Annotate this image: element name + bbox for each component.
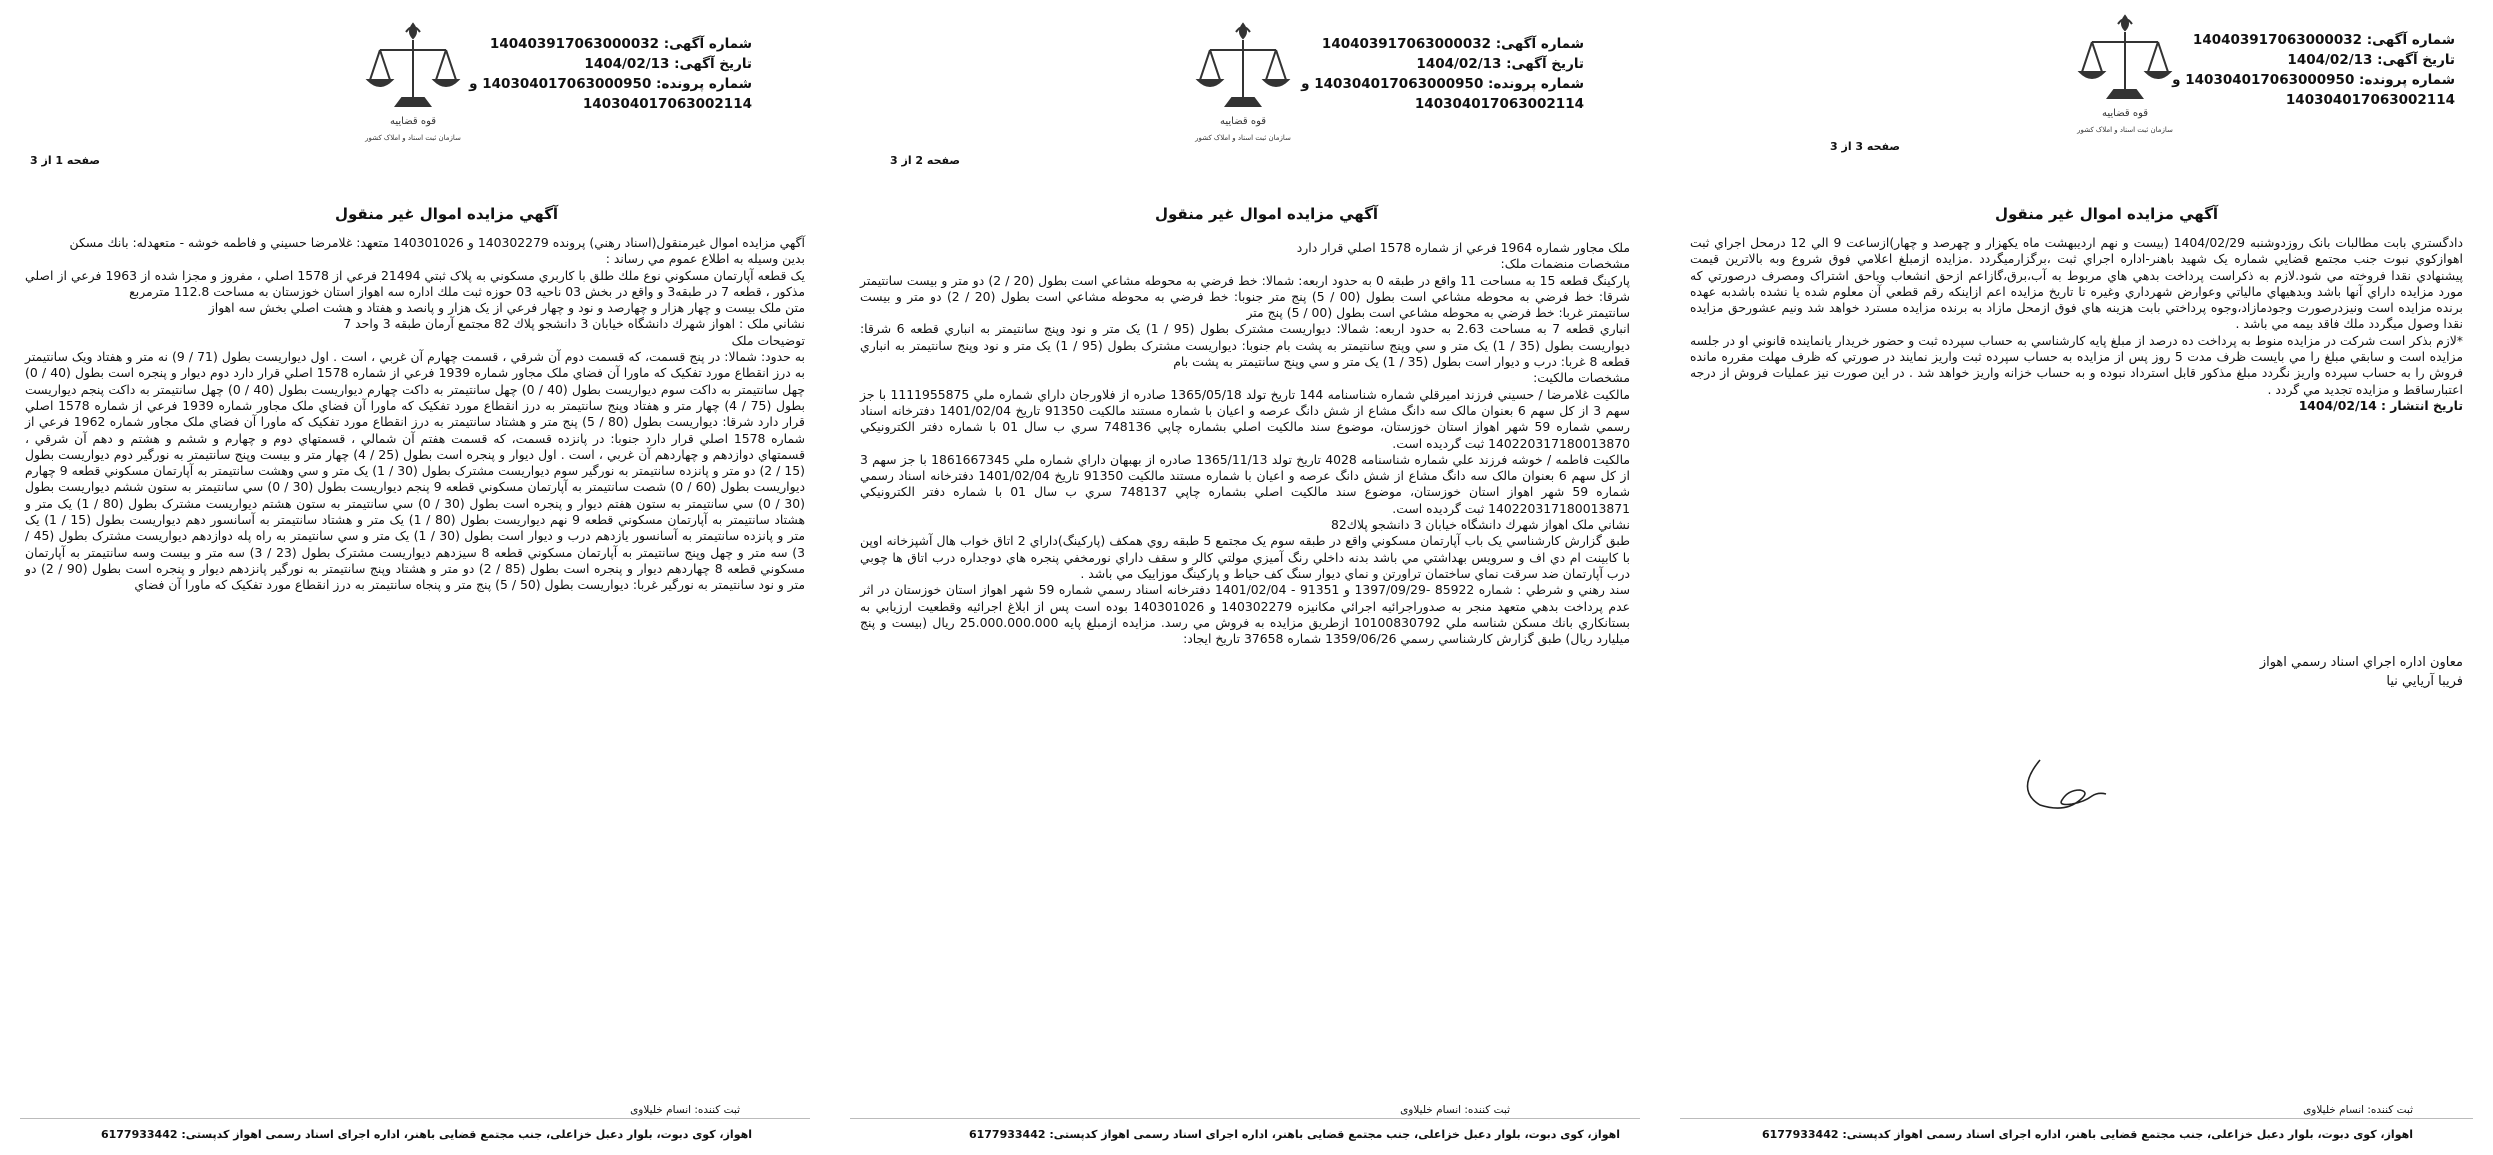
case-number-2: 140304017063002114 (582, 96, 752, 112)
paragraph: توضيحات ملک (731, 332, 805, 348)
page-label: صفحه 1 از 3 (30, 154, 101, 167)
ad-title: آگهي مزايده اموال غير منقول (1155, 205, 1379, 223)
ad-title: آگهي مزايده اموال غير منقول (1995, 205, 2219, 223)
case-number-2: 140304017063002114 (2285, 92, 2455, 108)
case-number: شماره پرونده: 140304017063000950 و (2172, 72, 2455, 88)
paragraph: مالكيت فاطمه / خوشه فرزند علي شماره شناسنامه 4028 تاريخ تولد 1365/11/13 صادره از بهبهان داراي شماره ملي 1861667345 با جز سهم 3 از كل سهم 6 بعنوان مالک سه دانگ مشاع از شش دانگ عرصه و اعيان با شماره مستند مالكيت 91350 تاريخ 1401/02/04 دفترخانه اسناد رسمي شماره 59 شهر اهواز استان خوزستان، موضوع سند مالكيت اصلي بشماره چاپي 748137 سري ب سال 01 با شماره دفتر الكترونيكي 140220317180013871 ثبت گرديده است. (860, 451, 1630, 516)
paragraph: انباري قطعه 7 به مساحت 2.63 به حدود اربعه: شمالا: ديواريست مشترک بطول (95 / 1) يک متر و نود وپنج سانتيمتر به انباري قطعه 6 شرقا: ديواريست بطول (35 / 1) يک متر و سي وپنج سانتيمتر به پشت بام جنوبا: ديواريست مشترک بطول (95 / 1) يک متر و نود وپنج سانتيمتر به انباري قطعه 8 غربا: درب و ديوار است بطول (35 / 1) يک متر و سي وپنج سانتيمتر به پشت بام (860, 321, 1630, 370)
ad-metadata (469, 34, 752, 114)
ad-body (860, 240, 1630, 647)
svg-text:سازمان ثبت اسناد و املاک کشور: سازمان ثبت اسناد و املاک کشور (1195, 134, 1291, 142)
case-number: شماره پرونده: 140304017063000950 و (469, 76, 752, 92)
ad-body (1690, 235, 2463, 414)
paragraph: طبق گزارش کارشناسي يک باب آپارتمان مسكوني واقع در طبقه سوم يک مجتمع 5 طبقه روي همكف (پاركينگ)داراي 2 اتاق خواب هال آشپزخانه اوپن با كابينت ام دي اف و سرويس بهداشتي مي باشد بدنه داخلي رنگ آميزي مولتي كالر و سقف داراي نورمخفي پنجره هاي دوجداره درب اتاق ها چوبي درب آپارتمان ضد سرقت نماي ساختمان تراورتن و نماي ديوار سنگ كف حياط و پاركينگ موزاييک مي باشد . (860, 533, 1630, 581)
ad-number: شماره آگهی: 140403917063000032 (1321, 36, 1584, 52)
signatory-name: فريبا آريايي نيا (2386, 674, 2463, 689)
ad-date: تاریخ آگهی: 1404/02/13 (2287, 52, 2455, 68)
judiciary-emblem-icon (1188, 14, 1298, 144)
signatory-block (2260, 653, 2463, 691)
ad-metadata (1301, 34, 1584, 114)
page-header (0, 0, 830, 205)
paragraph: بدين وسيله به اطلاع عموم مي رساند : (605, 251, 805, 267)
paragraph: ملک مجاور شماره 1964 فرعي از شماره 1578 اصلي قرار دارد (1296, 240, 1630, 255)
document-page-1 (0, 0, 830, 1155)
paragraph: آگهي مزايده اموال غيرمنقول(اسناد رهني) پرونده 140302279 و 140301026 متعهد: غلامرضا حسيني و فاطمه خوشه - متعهدله: بانك مسكن (69, 235, 805, 250)
page-header (830, 0, 1660, 205)
ad-number: شماره آگهی: 140403917063000032 (2192, 32, 2455, 48)
document-page-3 (1660, 0, 2493, 1155)
paragraph: به حدود: شمالا: در پنج قسمت، كه قسمت دوم آن شرقي ، قسمت چهارم آن غربي ، است . اول ديواريست بطول (71 / 9) نه متر و هفتاد ويک سانتيمتر به درز انقطاع مورد تفكيک كه ماورا آن فضاي ملک مجاور شماره 1939 فرعي از شماره 1578 اصلي قرار دارد دوم ديوار و پنجره است بطول (40 / 0) چهل سانتيمتر به داكت سوم ديواريست بطول (40 / 0) چهل سانتيمتر به داكت چهارم ديواريست بطول (40 / 0) چهل سانتيمتر به داكت پنجم ديواريست بطول (75 / 4) چهار متر و هفتاد وپنج سانتيمتر به درز انقطاع مورد تفكيک كه ماورا آن فضاي ملک مجاور شماره 1939 فرعي از شماره 1578 اصلي قرار دارد شرقا: ديواريست بطول (80 / 5) پنج متر و هشتاد سانتيمتر به درز انقطاع مورد تفكيک كه ماورا آن فضاي ملک مجاور شماره 1962 فرعي از شماره 1578 اصلي قرار دارد جنوبا: در پانزده قسمت، كه قسمت هفتم آن شمالي ، قسمتهاي دوم و چهارم و ششم و هشتم و دهم آن شرقي ، قسمتهاي دوازدهم و چهاردهم آن غربي ، است . اول ديوار و پنجره است بطول (25 / 4) چهار متر و بيست وپنج سانتيمتر به نورگير دوم ديواريست بطول (15 / 2) دو متر و پانزده سانتيمتر به نورگير سوم ديواريست مشترک بطول (30 / 1) يک متر و سي وهشت سانتيمتر به آپارتمان مسکوني قطعه 9 چهارم ديواريست بطول (60 / 0) شصت سانتيمتر به آپارتمان مسکوني قطعه 9 پنجم ديواريست بطول (30 / 0) سي سانتيمتر به ستون ششم ديواريست بطول (30 / 0) سي سانتيمتر به ستون هفتم ديوار و پنجره است بطول (30 / 0) سي سانتيمتر به ستون هشتم ديواريست مشترک بطول (80 / 1) يک متر و هشتاد سانتيمتر به آپارتمان مسکوني قطعه 9 نهم ديواريست بطول (80 / 1) يک متر و هشتاد سانتيمتر به آسانسور دهم ديواريست بطول (15 / 1) يک متر و پانزده سانتيمتر به آسانسور يازدهم درب و ديوار است بطول (30 / 1) يک متر و سي سانتيمتر به راه پله دوازدهم ديواريست مشترک بطول (45 / 3) سه متر و چهل وپنج سانتيمتر به آپارتمان مسکوني قطعه 8 سيزدهم ديواريست مشترک بطول (23 / 3) سه متر و بيست وسه سانتيمتر به آپارتمان مسکوني قطعه 8 چهاردهم ديوار و پنجره است بطول (85 / 2) دو متر و هشتاد وپنج سانتيمتر به نورگير پانزدهم ديوار و پنجره است بطول (90 / 2) دو متر و نود سانتيمتر به نورگير غربا: ديواريست بطول (50 / 5) پنج متر و پنجاه سانتيمتر به درز انقطاع مورد تفكيک كه ماورا آن فضاي (25, 349, 806, 593)
registered-by: ثبت کننده: انسام خلیلاوی (2303, 1104, 2413, 1116)
paragraph: دادگستري بابت مطالبات بانک روزدوشنبه 1404/02/29 (بيست و نهم ارديبهشت ماه يكهزار و چهرصد و چهار)ازساعت 9 الي 12 درمحل اجراي ثبت اهوازكوي نبوت جنب مجتمع قضايي شماره يک شهيد باهنر-اداره اجراي ثبت ،برگزارميگردد .مزايده ازمبلغ اعلامي فوق شروع وبه بالاترين قيمت پيشنهادي نقدا فروخته مي شود.لازم به ذكراست پرداخت بدهي هاي مربوط به آب،برق،گازاعم ازحق انشعاب وياحق اشتراک ومصرف درصورتي كه مورد مزايده داراي آنها باشد وبدهيهاي مالياتي وعوارض شهرداري وغيره تا تاريخ مزايده اعم ازاينكه رقم قطعي آن معلوم شده يا نشده باشدبه عهده برنده مزايده است ونيزدرصورت وجودمازاد،وجوه پرداختي بابت هزينه هاي فوق ازمحل مازاد به برنده مزايده مسترد خواهد شد ونيم عشورحق مزايده نقدا وصول ميگردد ملك فاقد بيمه مي باشد . (1690, 235, 2463, 332)
publish-date: تاريخ انتشار : 1404/02/14 (2298, 397, 2463, 413)
registered-by: ثبت کننده: انسام خلیلاوی (1400, 1104, 1510, 1116)
signatory-title: معاون اداره اجراي اسناد رسمي اهواز (2259, 655, 2463, 670)
page-header (1660, 0, 2493, 205)
ad-body (25, 235, 805, 594)
ad-metadata (2172, 30, 2455, 110)
handwritten-signature-icon (2010, 740, 2120, 820)
page-label: صفحه 2 از 3 (890, 154, 961, 167)
footer-divider (20, 1118, 810, 1119)
case-number-2: 140304017063002114 (1414, 96, 1584, 112)
paragraph: يک قطعه آپارتمان مسکوني نوع ملك طلق با كاربري مسكوني به پلاک ثبتي 21494 فرعي از 1578 اصلي ، مفروز و مجزا شده از 1963 فرعي از اصلي مذكور ، قطعه 7 در طبقه3 و واقع در بخش 03 ناحيه 03 حوزه ثبت ملك اداره سه اهواز استان خوزستان به مساحت 112.8 مترمربع (25, 267, 805, 299)
svg-text:قوه قضاییه: قوه قضاییه (1219, 116, 1267, 127)
paragraph: سند رهني و شرطي : شماره 85922 -1397/09/29 و 91351 - 1401/02/04 دفترخانه اسناد رسمي شماره 59 شهر اهواز استان خوزستان در اثر عدم پرداخت بدهي متعهد منجر به صدوراجرائيه اجرائي مكانيزه 140302279 و 140301026 بوده است پس از ابلاغ اجرائيه وقطعيت ارزيابي به بستانكاري بانك مسكن شناسه ملي 10100830792 ازطريق مزايده به فروش مي رسد. مزايده ازمبلغ پايه 25.000.000.000 ريال (بيست و پنج ميليارد ريال) طبق گزارش كارشناسي رسمي 1359/06/26 شماره 37658 تاريخ ايجاد: (860, 582, 1630, 647)
page-label: صفحه 3 از 3 (1830, 140, 1901, 153)
case-number: شماره پرونده: 140304017063000950 و (1301, 76, 1584, 92)
paragraph: پاركينگ قطعه 15 به مساحت 11 واقع در طبقه 0 به حدود اربعه: شمالا: خط فرضي به محوطه مشاعي است بطول (20 / 2) دو متر و بيست سانتيمتر شرقا: خط فرضي به محوطه مشاعي است بطول (00 / 5) پنج متر جنوبا: خط فرضي به محوطه مشاعي است بطول (20 / 2) دو متر و بيست سانتيمتر غربا: خط فرضي به محوطه مشاعي است بطول (00 / 5) پنج متر (860, 272, 1630, 321)
paragraph: متن ملک بيست و چهار هزار و چهارصد و نود و چهار فرعي از يک هزار و پانصد و هفتاد و هشت اصلي بخش سه اهواز (208, 300, 805, 316)
ad-title: آگهي مزايده اموال غير منقول (335, 205, 559, 223)
paragraph: مشخصات مالكيت: (1533, 370, 1630, 386)
judiciary-emblem-icon (358, 14, 468, 144)
svg-text:قوه قضاییه: قوه قضاییه (2101, 108, 2149, 119)
document-page-2 (830, 0, 1660, 1155)
footer-divider (1680, 1118, 2473, 1119)
ad-date: تاریخ آگهی: 1404/02/13 (1416, 56, 1584, 72)
paragraph: مالكيت غلامرضا / حسيني فرزند اميرقلي شماره شناسنامه 144 تاريخ تولد 1365/05/18 صادره از فلاورجان داراي شماره ملي 1111955875 با جز سهم 3 از كل سهم 6 بعنوان مالک سه دانگ مشاع از شش دانگ عرصه و اعيان با شماره مستند مالكيت 91350 تاريخ 1401/02/04 دفترخانه اسناد رسمي شماره 59 شهر اهواز استان خوزستان، موضوع سند مالكيت اصلي بشماره چاپي 748136 سري ب سال 01 با شماره دفتر الكترونيكي 140220317180013870 ثبت گرديده است. (860, 386, 1631, 451)
svg-text:قوه قضاییه: قوه قضاییه (389, 116, 437, 127)
svg-text:سازمان ثبت اسناد و املاک کشور: سازمان ثبت اسناد و املاک کشور (365, 134, 461, 142)
footer-address: اهواز، کوی دبوت، بلوار دعبل خزاعلی، جنب مجتمع قضایی باهنر، اداره اجرای اسناد رسمی اهواز کدپستی: 6177933442 (968, 1128, 1620, 1141)
footer-address: اهواز، کوی دبوت، بلوار دعبل خزاعلی، جنب مجتمع قضایی باهنر، اداره اجرای اسناد رسمی اهواز کدپستی: 6177933442 (100, 1128, 752, 1141)
judiciary-emblem-icon (2070, 6, 2180, 136)
paragraph: نشاني ملک اهواز شهرك دانشگاه خيابان 3 دانشجو پلاك82 (1331, 517, 1630, 533)
paragraph: *لازم بذكر است شركت در مزايده منوط به پرداخت ده درصد از مبلغ پايه كارشناسي به حساب سپرده ثبت و حضور خريدار يانماينده قانوني او در جلسه مزايده است و سابقي مبلغ را مي بايست ظرف مدت 5 روز پس از مزايده به حساب سپرده ثبت واريز نمايند در صورتي كه ظرف مهلت مقرره مانده فروش را به حساب سپرده واريز نگردد مبلغ مذكور قابل استرداد نبوده و به حساب خزانه واريز خواهد شد . در اين صورت نيز عمليات فروش از درجه اعتبارساقط و مزايده تجديد مي گردد . (1690, 332, 2463, 397)
ad-number: شماره آگهی: 140403917063000032 (489, 36, 752, 52)
ad-date: تاریخ آگهی: 1404/02/13 (584, 56, 752, 72)
svg-text:سازمان ثبت اسناد و املاک کشور: سازمان ثبت اسناد و املاک کشور (2077, 126, 2173, 134)
paragraph: نشاني ملک : اهواز شهرك دانشگاه خيابان 3 دانشجو پلاك 82 مجتمع آرمان طبقه 3 واحد 7 (343, 316, 805, 332)
footer-divider (850, 1118, 1640, 1119)
paragraph: مشخصات منضمات ملک: (1500, 256, 1630, 272)
footer-address: اهواز، کوی دبوت، بلوار دعبل خزاعلی، جنب مجتمع قضایی باهنر، اداره اجرای اسناد رسمی اهواز کدپستی: 6177933442 (1761, 1128, 2413, 1141)
registered-by: ثبت کننده: انسام خلیلاوی (630, 1104, 740, 1116)
